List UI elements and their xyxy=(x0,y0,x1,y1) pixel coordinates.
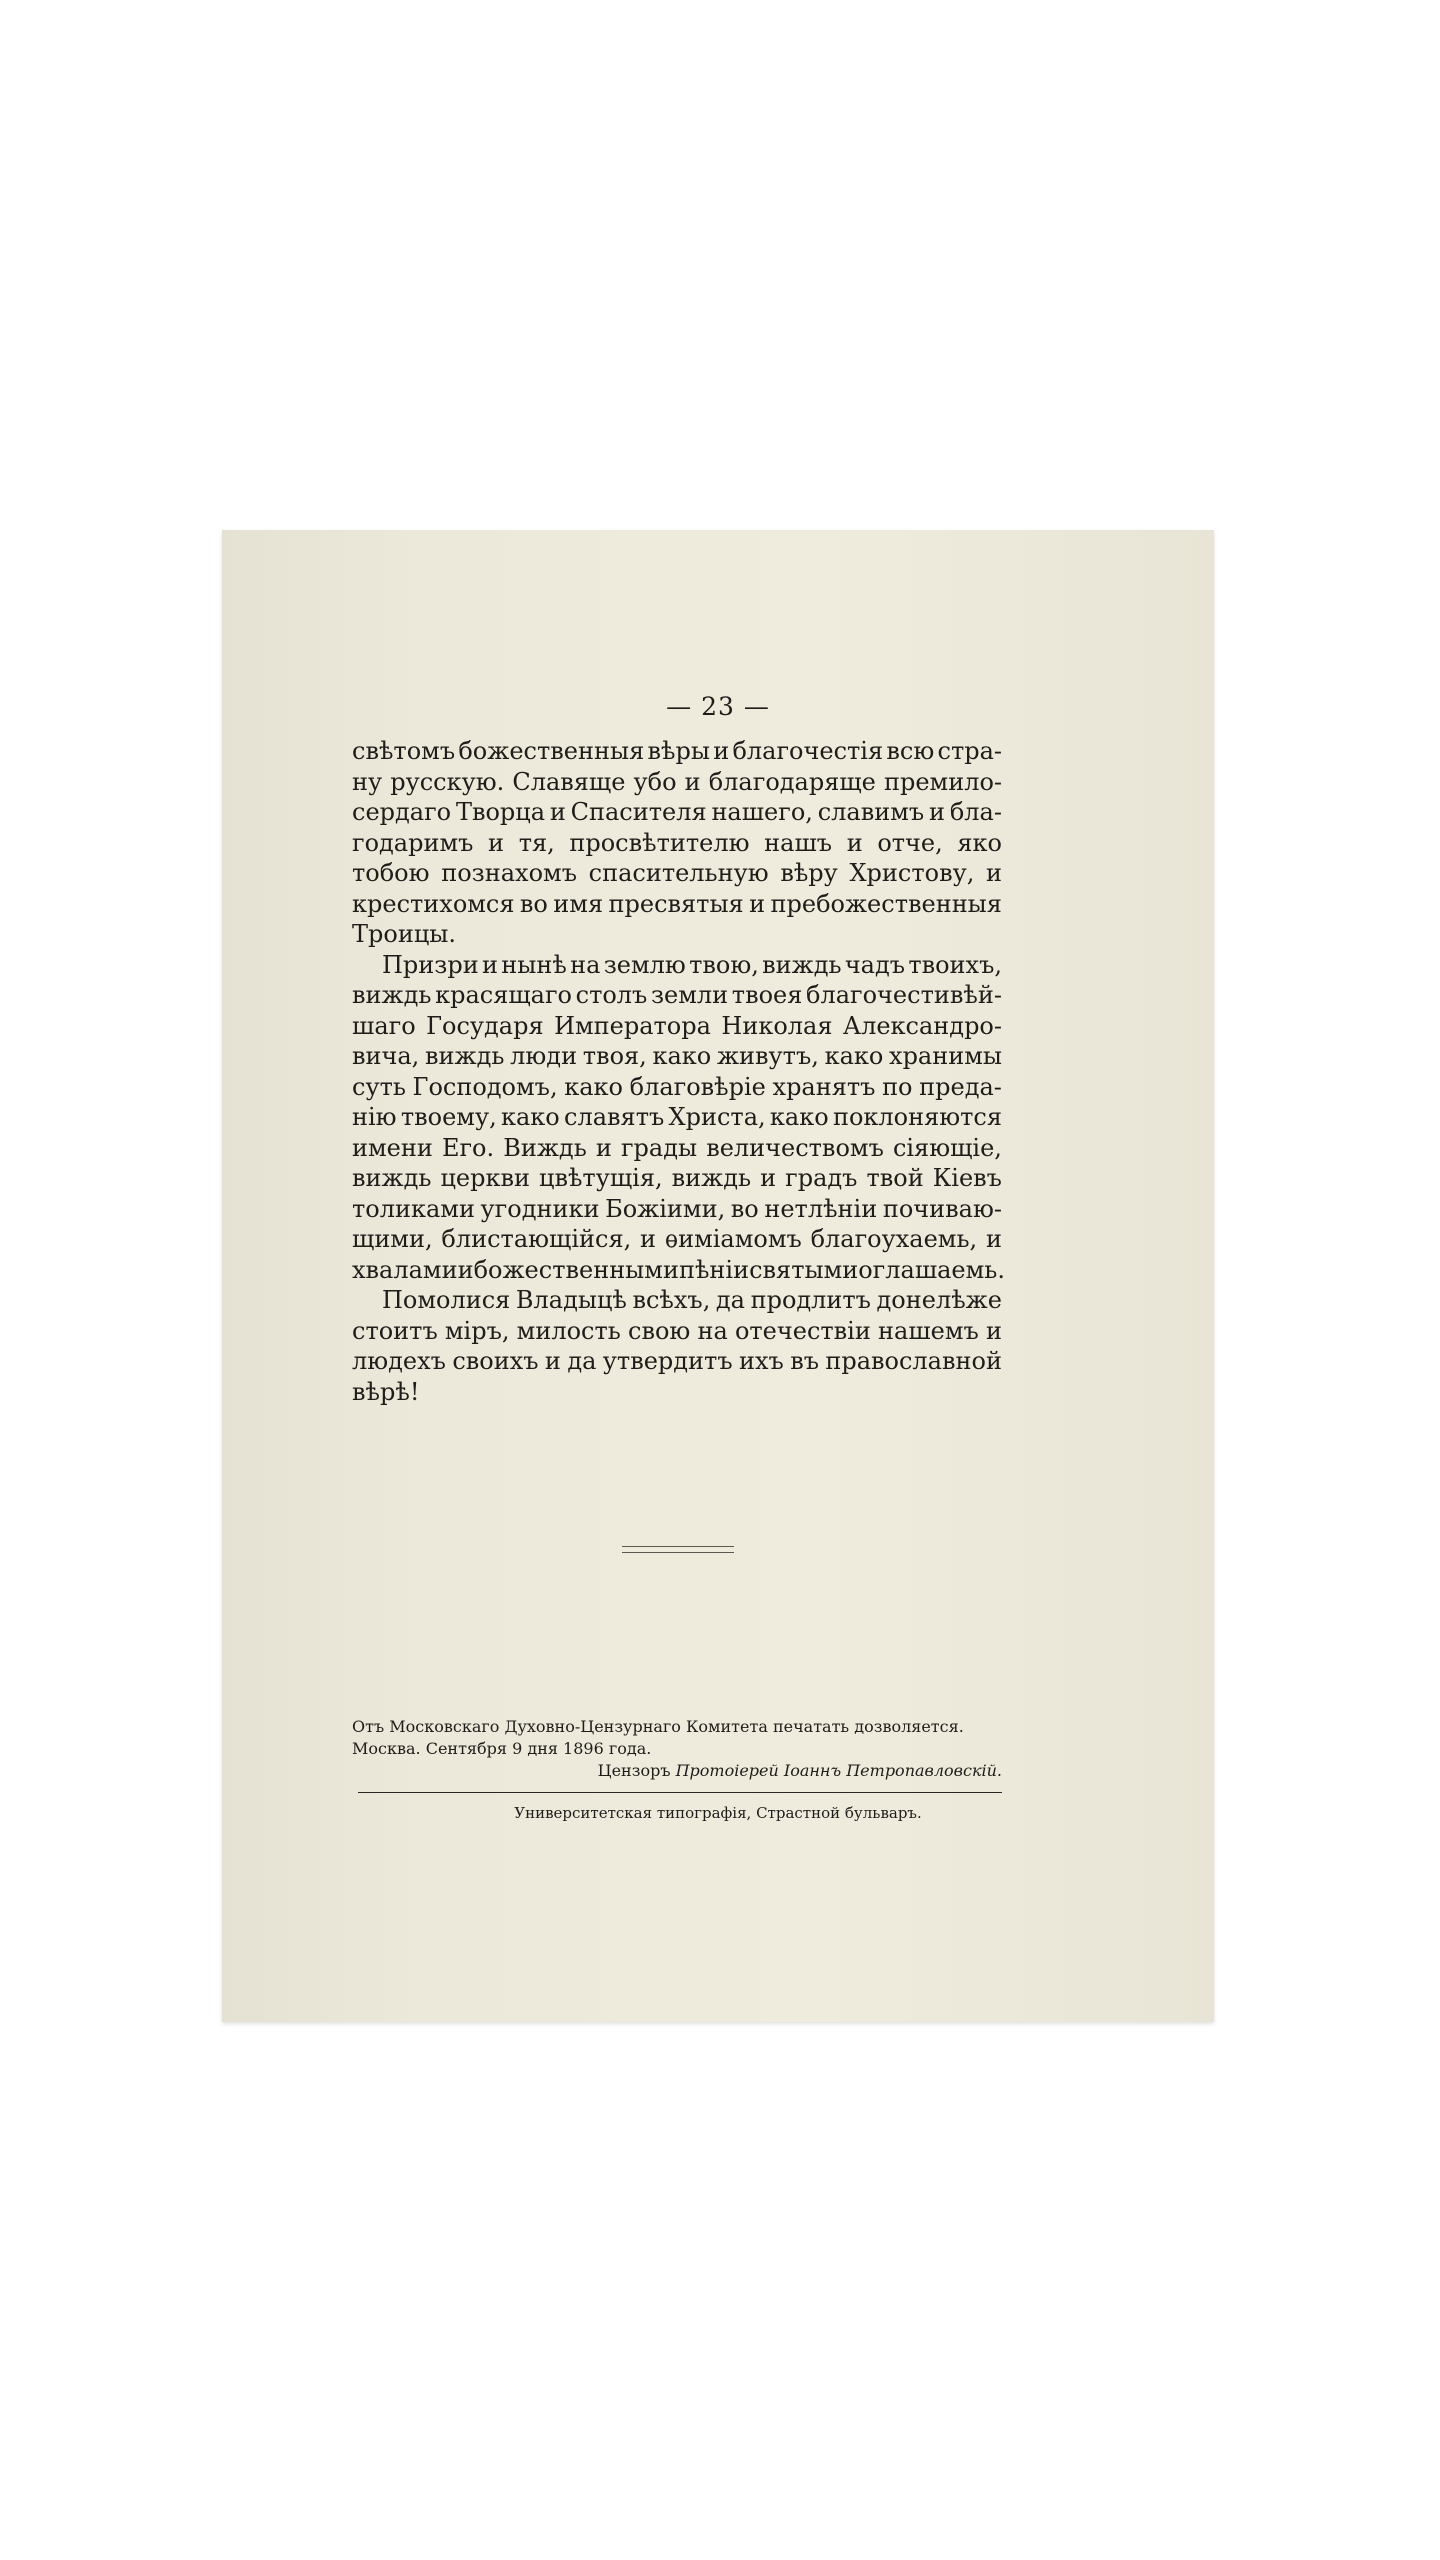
text-line: тобою познахомъ спасительную вѣру Христову, и xyxy=(352,859,1002,887)
text-line: суть Господомъ, како благовѣріе хранятъ по преда- xyxy=(352,1072,1002,1101)
text-line: годаримъ и тя, просвѣтителю нашъ и отче, яко xyxy=(352,828,1002,857)
footer-rule xyxy=(358,1792,1002,1793)
text-line: виждь красящаго столъ земли твоея благочестивѣй- xyxy=(352,981,1002,1009)
text-line: ну русскую. Славяще убо и благодаряще премило- xyxy=(352,767,1002,796)
text-line: крестихомся во имя пресвятыя и пребожественныя xyxy=(352,889,1002,918)
text-line: сердаго Творца и Спасителя нашего, славимъ и бла- xyxy=(352,798,1002,826)
printer-imprint: Университетская типографія, Страстной бульваръ. xyxy=(514,1804,922,1822)
text-line: вича, виждь люди твоя, како живутъ, како хранимы xyxy=(352,1042,1002,1070)
text-line: Помолися Владыцѣ всѣхъ, да продлитъ донелѣже xyxy=(382,1286,1002,1314)
text-line: Призри и нынѣ на землю твою, виждь чадъ твоихъ, xyxy=(382,950,1002,979)
text-line: виждь церкви цвѣтущія, виждь и градъ твой Кіевъ xyxy=(352,1164,1002,1192)
text-line: щими, блистающійся, и ѳиміамомъ благоухаемь, и xyxy=(352,1225,1002,1253)
section-divider xyxy=(622,1546,734,1553)
text-line: вѣрѣ! xyxy=(352,1377,420,1406)
censor-name: Протоіерей Іоаннъ Петропавловскій. xyxy=(675,1761,1002,1780)
text-line: нію твоему, како славятъ Христа, како поклоняются xyxy=(352,1103,1002,1131)
text-line: стоитъ міръ, милость свою на отечествіи нашемъ и xyxy=(352,1316,1002,1345)
text-line: Троицы. xyxy=(352,920,456,948)
text-line: свѣтомъ божественныя вѣры и благочестія всю стра- xyxy=(352,737,1002,765)
page-number: — 23 — xyxy=(666,692,770,721)
body-text xyxy=(352,736,1005,1407)
censor-label: Цензоръ xyxy=(597,1761,676,1780)
censor-line xyxy=(352,1760,1002,1782)
imprimatur-date: Москва. Сентября 9 дня 1896 года. xyxy=(352,1739,652,1758)
imprimatur-permission: Отъ Московскаго Духовно-Цензурнаго Комитета печатать дозволяется. xyxy=(352,1717,964,1736)
text-line: шаго Государя Императора Николая Александро- xyxy=(352,1011,1002,1040)
imprimatur-block xyxy=(352,1716,1002,1782)
text-line: людехъ своихъ и да утвердитъ ихъ въ православной xyxy=(352,1347,1002,1375)
text-line: хвалами и божественными пѣніи святыми оглашаемь. xyxy=(352,1255,1005,1284)
text-line: толиками угодники Божіими, во нетлѣніи почиваю- xyxy=(352,1194,1002,1223)
text-line: имени Его. Виждь и грады величествомъ сіяющіе, xyxy=(352,1133,1002,1162)
document-page xyxy=(222,530,1214,2022)
